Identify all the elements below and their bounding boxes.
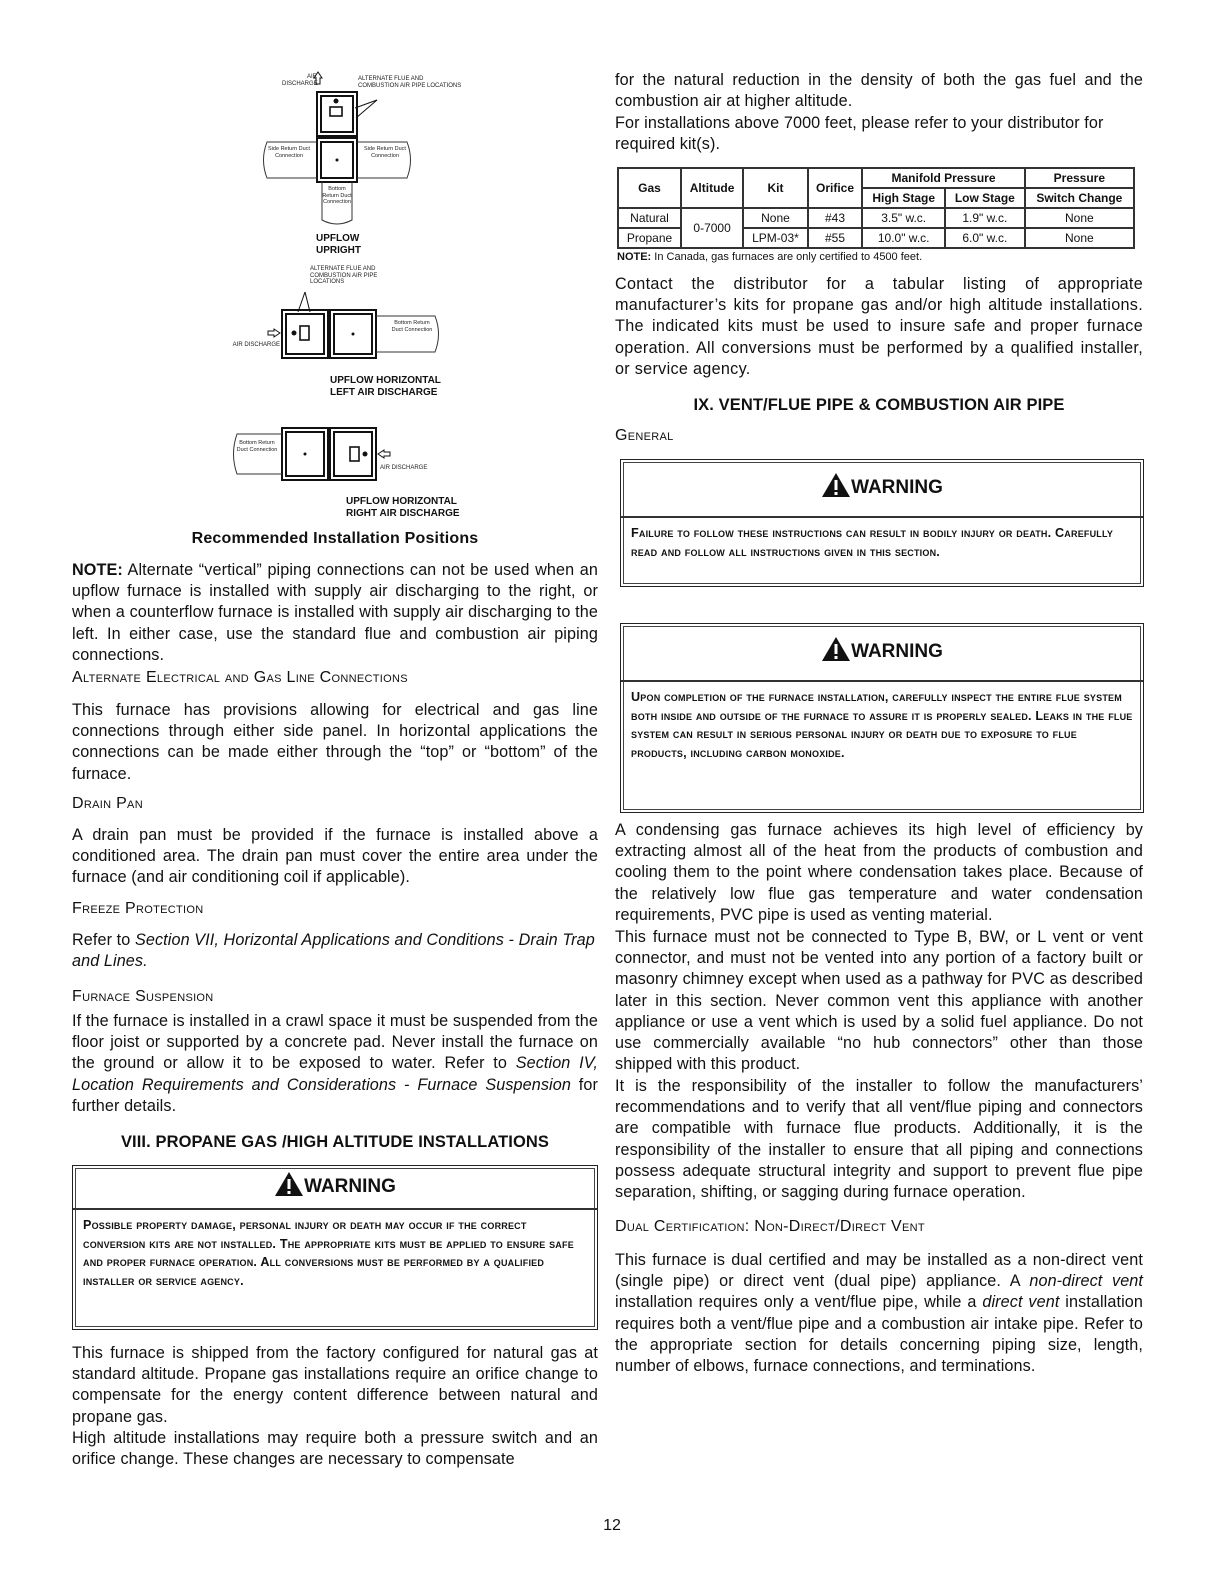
warning-header	[621, 624, 1143, 682]
dual-certification-paragraph	[615, 1250, 1143, 1377]
dual-term-non-direct: non-direct vent	[1029, 1272, 1143, 1291]
warning-text: Possible property damage, personal injury or death may occur if the correct conversion kits are not installed. The appropriate kits must be applied to ensure safe and proper furnace operation. All conversions must be performed by a qualified installer or service agency.	[83, 1218, 574, 1288]
dual-text-c: installation requires only a vent/flue pipe, while a	[615, 1293, 983, 1312]
heading-furnace-suspension: Furnace Suspension	[72, 988, 214, 1005]
responsibility-paragraph: It is the responsibility of the installer to follow the manufacturers’ recommendations and to verify that all vent/flue piping and connectors are compatible with furnace flue products. Additionally, it is the responsibility of the installer to ensure that all piping and connections possess adequate structural integrity and support to prevent flue pipe separation, shifting, or sagging during furnace operation.	[615, 1077, 1143, 1202]
left-bottom-return-label: Bottom Return Duct Connection	[391, 320, 433, 333]
col-gas-header: Gas	[618, 168, 681, 208]
drain-pan-paragraph: A drain pan must be provided if the furnace is installed above a conditioned area. The drain pan must cover the entire area under the furnace (and air conditioning coil if applicable).	[72, 826, 598, 887]
right-bottom-return-label: Bottom Return Duct Connection	[236, 440, 278, 453]
type-b-paragraph: This furnace must not be connected to Type B, BW, or L vent or vent connector, and must not be vented into any portion of a factory built or masonry chimney except when used as a pathway for PVC as described later in this section. Never common vent this appliance with another appliance or use a vent which is used by a solid fuel appliance. Do not use commercially available “no hub connectors” other than those shipped with this product.	[615, 928, 1143, 1074]
shipped-paragraph: This furnace is shipped from the factory configured for natural gas at standard altitude. Propane gas installations require an orifice change to compensate for the energy content difference between natural and propane gas.	[72, 1344, 598, 1426]
high-altitude-paragraph: High altitude installations may require both a pressure switch and an orifice change. These changes are necessary to compensate	[72, 1429, 598, 1469]
heading-freeze-protection: Freeze Protection	[72, 900, 204, 917]
note-paragraph	[72, 560, 598, 666]
cell-gas: Natural	[618, 208, 681, 228]
upright-caption-2: UPRIGHT	[316, 245, 361, 256]
col-switch-change-header: Switch Change	[1025, 188, 1134, 208]
right-caption-2: RIGHT AIR DISCHARGE	[346, 508, 460, 519]
warning-header	[73, 1166, 597, 1210]
gas-table-wrapper	[617, 167, 1135, 263]
upright-bottom-return-label: Bottom Return Duct Connection	[322, 186, 352, 205]
table-note-label: NOTE:	[617, 251, 652, 263]
cell-low-stage: 6.0" w.c.	[945, 228, 1025, 248]
cell-switch-change: None	[1025, 228, 1134, 248]
col-altitude-header: Altitude	[681, 168, 743, 208]
upflow-upright-diagram	[252, 70, 492, 260]
col-low-stage-header: Low Stage	[945, 188, 1025, 208]
col-kit-header: Kit	[743, 168, 808, 208]
figure-title: Recommended Installation Positions	[191, 530, 479, 547]
heading-alternate-connections: Alternate Electrical and Gas Line Connections	[72, 669, 408, 686]
alternate-connections-paragraph: This furnace has provisions allowing for electrical and gas line connections through either side panel. In horizontal applications the connections can be made either through the “top” or “bottom” of the furnace.	[72, 701, 598, 783]
dual-term-direct: direct vent	[982, 1293, 1060, 1312]
cell-switch-change: None	[1025, 208, 1134, 228]
cell-orifice: #55	[808, 228, 863, 248]
warning-box-flue-leaks	[620, 623, 1144, 813]
warning-text: Failure to follow these instructions can result in bodily injury or death. Carefully read and follow all instructions given in this section.	[631, 526, 1114, 559]
col-manifold-header: Manifold Pressure	[862, 168, 1024, 188]
left-air-discharge-label: AIR DISCHARGE	[232, 342, 280, 348]
upflow-right-drawing	[232, 420, 492, 490]
freeze-protection-paragraph	[72, 930, 598, 972]
upflow-upright-drawing	[252, 70, 492, 250]
warning-triangle-icon	[274, 1171, 304, 1197]
section-viii-heading: VIII. PROPANE GAS /HIGH ALTITUDE INSTALLATIONS	[120, 1133, 550, 1151]
col-high-stage-header: High Stage	[862, 188, 945, 208]
col-pressure-header: Pressure	[1025, 168, 1134, 188]
cell-gas: Propane	[618, 228, 681, 248]
left-caption-1: UPFLOW HORIZONTAL	[330, 375, 441, 386]
upright-side-return-left-label: Side Return Duct Connection	[268, 146, 310, 159]
above-7000-paragraph: For installations above 7000 feet, please refer to your distributor for required kit(s).	[615, 114, 1104, 154]
cell-orifice: #43	[808, 208, 863, 228]
cell-high-stage: 3.5" w.c.	[862, 208, 945, 228]
upright-side-return-right-label: Side Return Duct Connection	[364, 146, 406, 159]
left-alt-flue-label: ALTERNATE FLUE AND COMBUSTION AIR PIPE LOCATIONS	[310, 266, 378, 285]
warning-box-propane	[72, 1165, 598, 1330]
gas-table	[617, 167, 1135, 249]
upflow-right-diagram	[232, 420, 492, 524]
table-note	[617, 251, 1135, 263]
dual-text-e: installation requires both a vent/flue pipe and a combustion air intake pipe. Refer to the appropriate section for details concerning piping size, length, number of elbows, furnace connections, and terminations.	[615, 1293, 1143, 1376]
cell-kit: LPM-03*	[743, 228, 808, 248]
right-air-discharge-label: AIR DISCHARGE	[380, 465, 428, 471]
contact-paragraph: Contact the distributor for a tabular listing of appropriate manufacturer’s kits for propane gas and/or high altitude installations. The indicated kits must be used to insure safe and proper furnace operation. All conversions must be performed by a qualified installer, or service agency.	[615, 275, 1143, 378]
warning-text: Upon completion of the furnace installation, carefully inspect the entire flue system both inside and outside of the furnace to assure it is properly sealed. Leaks in the flue system can result in serious personal injury or death due to exposure to flue products, including carbon monoxide.	[631, 690, 1133, 760]
upright-air-discharge-label: AIR DISCHARGE	[282, 74, 318, 87]
cell-altitude: 0-7000	[681, 208, 743, 248]
cell-low-stage: 1.9" w.c.	[945, 208, 1025, 228]
table-note-text: In Canada, gas furnaces are only certified to 4500 feet.	[651, 251, 923, 263]
warning-triangle-icon	[821, 636, 851, 662]
warning-triangle-icon	[821, 472, 851, 498]
suspension-text: If the furnace is installed in a crawl space it must be suspended from the floor joist or supported by a concrete pad. Never install the furnace on the ground or allow it to be exposed to water. Refer to	[72, 1012, 598, 1073]
warning-title: WARNING	[851, 641, 943, 662]
section-ix-heading: IX. VENT/FLUE PIPE & COMBUSTION AIR PIPE	[693, 396, 1065, 414]
heading-dual-certification: Dual Certification: Non-Direct/Direct Vent	[615, 1218, 925, 1235]
condensing-paragraph: A condensing gas furnace achieves its high level of efficiency by extracting almost all of the heat from the products of combustion and cooling them to the point where condensation takes place. Because of the relatively low flue gas temperature and water condensation requirements, PVC pipe is used as venting material.	[615, 821, 1143, 924]
warning-title: WARNING	[851, 477, 943, 498]
note-text: Alternate “vertical” piping connections can not be used when an upflow furnace is installed with supply air discharging to the right, or when a counterflow furnace is installed with supply air discharging to the left. In either case, use the standard flue and combustion air piping connections.	[72, 561, 598, 664]
upflow-left-diagram	[220, 262, 480, 402]
heading-general: General	[615, 427, 674, 444]
cell-kit: None	[743, 208, 808, 228]
col-orifice-header: Orifice	[808, 168, 863, 208]
suspension-reference: Section IV, Location Requirements and Considerations - Furnace Suspension	[72, 1054, 598, 1094]
heading-drain-pan: Drain Pan	[72, 795, 143, 812]
warning-box-instructions	[620, 459, 1144, 587]
dual-text-a: This furnace is dual certified and may be installed as a non-direct vent (single pipe) or direct vent (dual pipe) appliance. A	[615, 1251, 1143, 1291]
page-number: 12	[603, 1517, 621, 1534]
right-caption-1: UPFLOW HORIZONTAL	[346, 496, 457, 507]
freeze-text: Refer to	[72, 931, 135, 949]
cell-high-stage: 10.0" w.c.	[862, 228, 945, 248]
continued-paragraph: for the natural reduction in the density of both the gas fuel and the combustion air at higher altitude.	[615, 71, 1143, 111]
warning-title: WARNING	[304, 1176, 396, 1197]
suspension-paragraph	[72, 1011, 598, 1117]
table-row	[618, 208, 1134, 228]
upright-caption-1: UPFLOW	[316, 233, 360, 244]
freeze-reference: Section VII, Horizontal Applications and Conditions - Drain Trap and Lines.	[72, 931, 595, 971]
left-caption-2: LEFT AIR DISCHARGE	[330, 387, 438, 398]
suspension-text-end: for further details.	[72, 1075, 598, 1115]
warning-header	[621, 460, 1143, 518]
note-label: NOTE:	[72, 561, 123, 579]
upright-alt-flue-label: ALTERNATE FLUE AND COMBUSTION AIR PIPE LOCATIONS	[358, 76, 462, 89]
